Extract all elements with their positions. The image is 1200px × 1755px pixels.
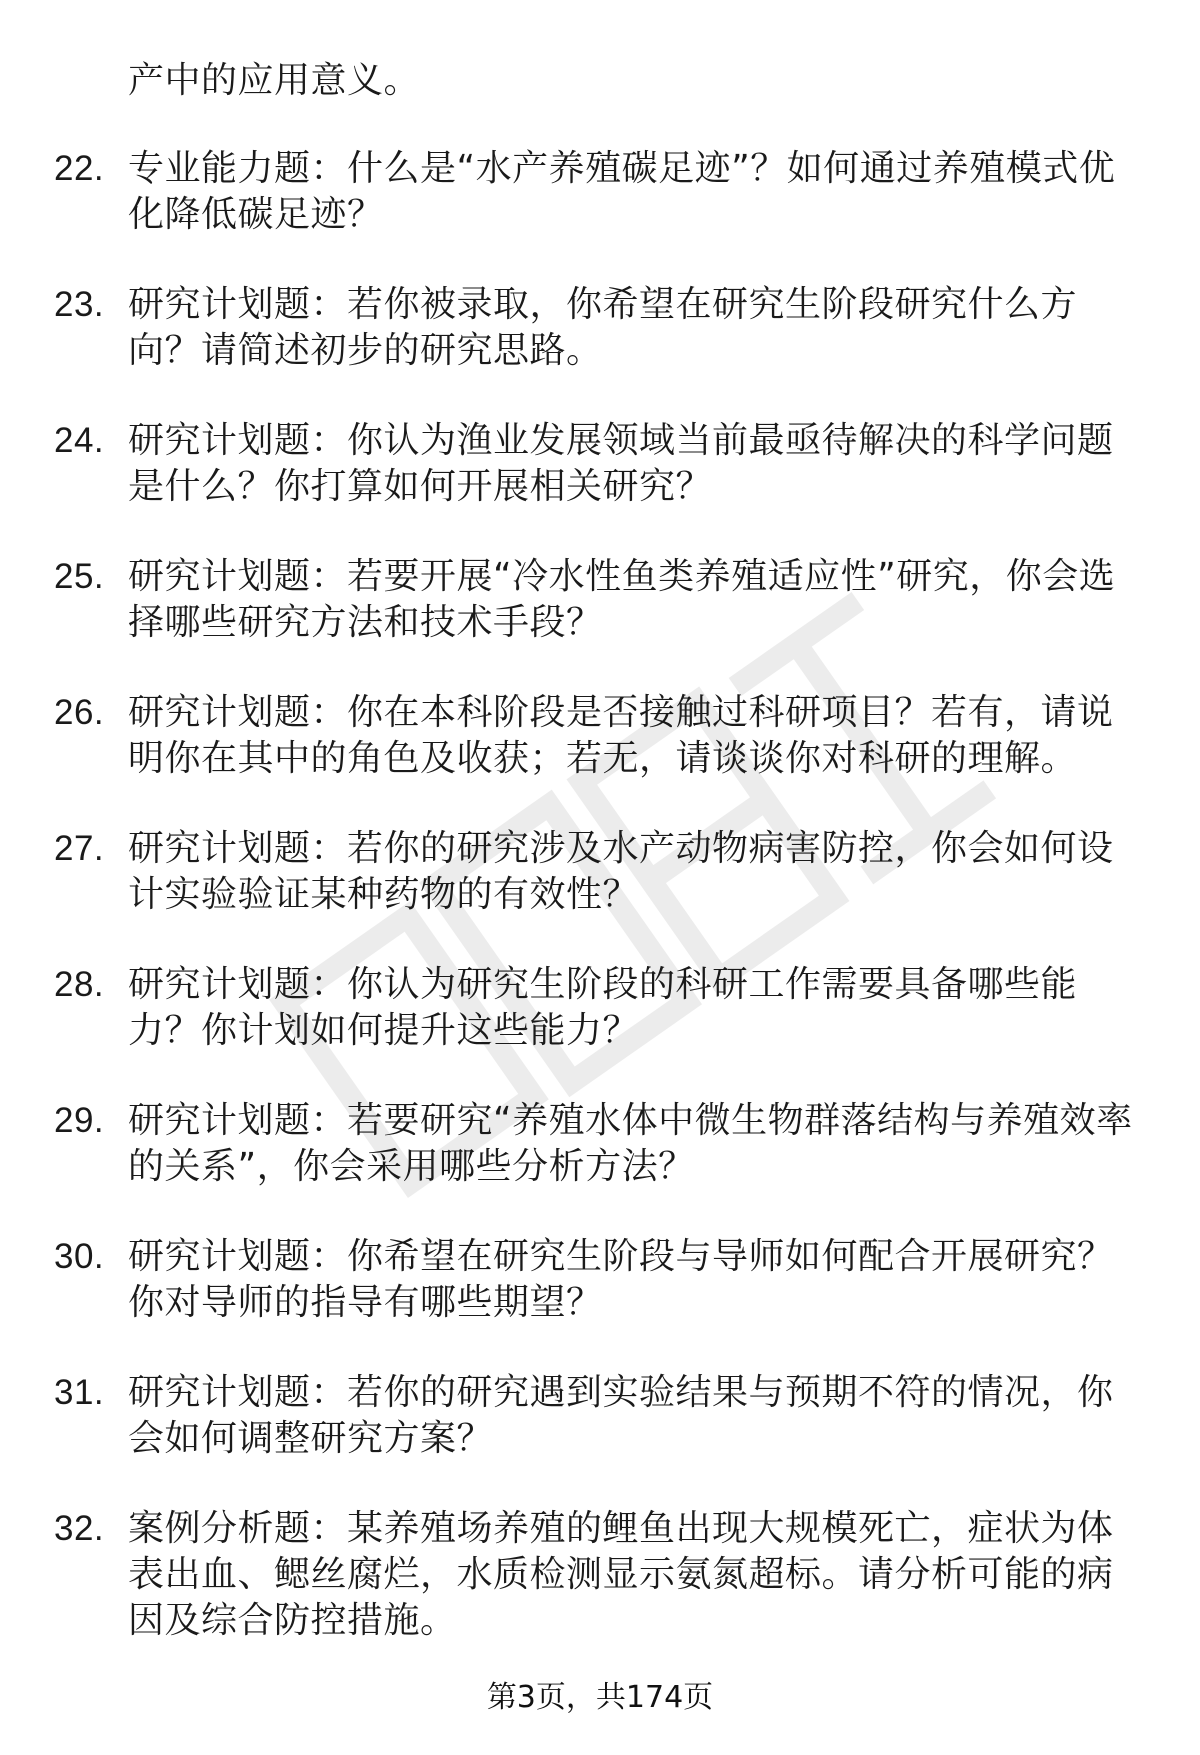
page-footer: 第3页，共174页 xyxy=(486,1680,714,1715)
question-item xyxy=(0,826,1200,918)
question-item xyxy=(0,1234,1200,1326)
question-text: 研究计划题：你认为研究生阶段的科研工作需要具备哪些能力？你计划如何提升这些能力？ xyxy=(128,964,1078,1051)
question-text: 案例分析题：某养殖场养殖的鲤鱼出现大规模死亡，症状为体表出血、鳃丝腐烂，水质检测显示氨氮超标。请分析可能的病因及综合防控措施。 xyxy=(128,1508,1114,1641)
question-text: 研究计划题：若要开展“冷水性鱼类养殖适应性”研究，你会选择哪些研究方法和技术手段？ xyxy=(128,556,1116,643)
question-text: 研究计划题：若你被录取，你希望在研究生阶段研究什么方向？请简述初步的研究思路。 xyxy=(128,284,1078,371)
question-list xyxy=(0,146,1200,1688)
question-text: 研究计划题：若要研究“养殖水体中微生物群落结构与养殖效率的关系”，你会采用哪些分析方法？ xyxy=(128,1100,1133,1187)
question-item xyxy=(0,146,1200,238)
question-text: 专业能力题：什么是“水产养殖碳足迹”？如何通过养殖模式优化降低碳足迹？ xyxy=(128,148,1116,235)
question-item xyxy=(0,962,1200,1054)
question-number: 27. xyxy=(54,829,105,868)
question-number: 28. xyxy=(54,965,105,1004)
question-text: 研究计划题：若你的研究涉及水产动物病害防控，你会如何设计实验验证某种药物的有效性？ xyxy=(128,828,1114,915)
question-text: 研究计划题：你认为渔业发展领域当前最亟待解决的科学问题是什么？你打算如何开展相关研究？ xyxy=(128,420,1114,507)
question-item xyxy=(0,1370,1200,1462)
question-number: 29. xyxy=(54,1101,105,1140)
question-text: 研究计划题：你在本科阶段是否接触过科研项目？若有，请说明你在其中的角色及收获；若无，请谈谈你对科研的理解。 xyxy=(128,692,1114,779)
question-number: 23. xyxy=(54,285,105,324)
question-item xyxy=(0,1098,1200,1190)
question-number: 22. xyxy=(54,149,105,188)
question-item xyxy=(0,418,1200,510)
question-item xyxy=(0,690,1200,782)
question-number: 32. xyxy=(54,1509,105,1548)
question-item xyxy=(0,1506,1200,1644)
question-text: 研究计划题：若你的研究遇到实验结果与预期不符的情况，你会如何调整研究方案？ xyxy=(128,1372,1114,1459)
question-number: 26. xyxy=(54,693,105,732)
continuation-text: 产中的应用意义。 xyxy=(128,60,421,101)
question-number: 30. xyxy=(54,1237,105,1276)
question-text: 研究计划题：你希望在研究生阶段与导师如何配合开展研究？你对导师的指导有哪些期望？ xyxy=(128,1236,1114,1323)
question-item xyxy=(0,554,1200,646)
question-number: 31. xyxy=(54,1373,105,1412)
question-number: 24. xyxy=(54,421,105,460)
question-item xyxy=(0,282,1200,374)
question-number: 25. xyxy=(54,557,105,596)
